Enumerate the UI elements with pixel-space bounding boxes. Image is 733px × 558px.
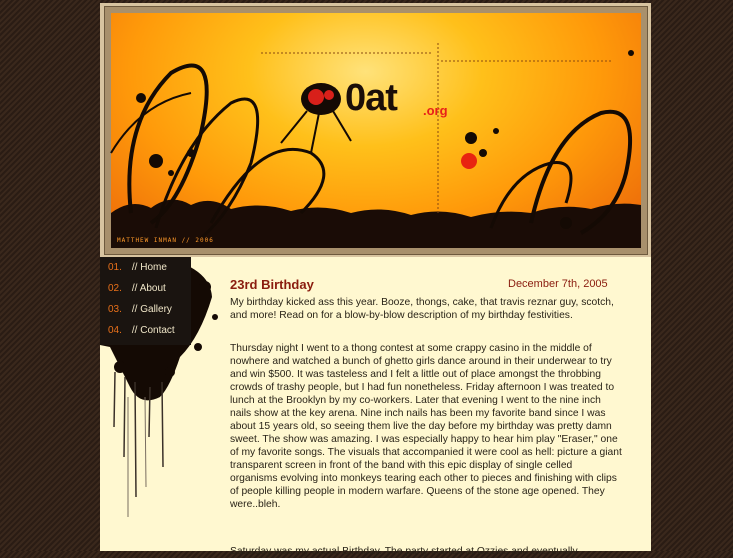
nav-number: 02. bbox=[108, 283, 122, 294]
nav-label: // About bbox=[131, 283, 166, 294]
nav-item-contact[interactable] bbox=[100, 320, 191, 341]
header-artwork bbox=[111, 13, 641, 248]
main-nav bbox=[100, 257, 191, 345]
nav-label: // Home bbox=[131, 262, 167, 273]
nav-label: // Contact bbox=[131, 325, 175, 336]
nav-item-gallery[interactable] bbox=[100, 299, 191, 320]
site-logo[interactable]: 0at bbox=[345, 77, 397, 119]
header-banner bbox=[111, 13, 641, 248]
main-content bbox=[220, 257, 651, 557]
nav-item-about[interactable] bbox=[100, 278, 191, 299]
page-container bbox=[100, 3, 651, 557]
site-logo-suffix: .org bbox=[423, 103, 448, 118]
header-frame bbox=[104, 6, 648, 255]
post-title[interactable]: 23rd Birthday bbox=[230, 277, 314, 292]
post-paragraph: Thursday night I went to a thong contest at some crappy casino in the middle of nowhere and watched a bunch of ghetto girls dance around in their underwear to try and win $500. It was tasteless and I felt a little out of place amongst the throbbing crowds of trashy people, but I had fun nonetheless. Friday afternoon I was treated to lunch at the Brooklyn by my co-workers. Later that evening I went to the nine inch nails show at the key arena. Nine inch nails has been my favorite band since I was about 15 years old, so seeing them live the day before my birthday was pretty damn sweet. The show was amazing. I was especially happy to hear him play "Eraser," one of my favorite songs. The visuals that accompanied it were cool as hell: picture a giant transparent screen in front of the band with this epic display of single celled organisms evolving into monkeys tearing each other to pieces and finishing with clips of people killing people in modern warfare. Queens of the stone age opened. They were..bleh. bbox=[230, 343, 622, 510]
post-paragraph: Saturday was my actual Birthday. The party started at Ozzies and eventually bbox=[230, 546, 578, 557]
artist-credit: MATTHEW INMAN // 2006 bbox=[117, 237, 214, 244]
sidebar bbox=[100, 257, 220, 551]
nav-number: 01. bbox=[108, 262, 122, 273]
nav-label: // Gallery bbox=[131, 304, 172, 315]
nav-number: 03. bbox=[108, 304, 122, 315]
post-date: December 7th, 2005 bbox=[508, 278, 608, 290]
post-paragraph: My birthday kicked ass this year. Booze, thongs, cake, that travis reznar guy, scotch, and more! Read on for a blow-by-blow description of my birthday festivities. bbox=[230, 297, 614, 321]
nav-item-home[interactable] bbox=[100, 257, 191, 278]
nav-number: 04. bbox=[108, 325, 122, 336]
